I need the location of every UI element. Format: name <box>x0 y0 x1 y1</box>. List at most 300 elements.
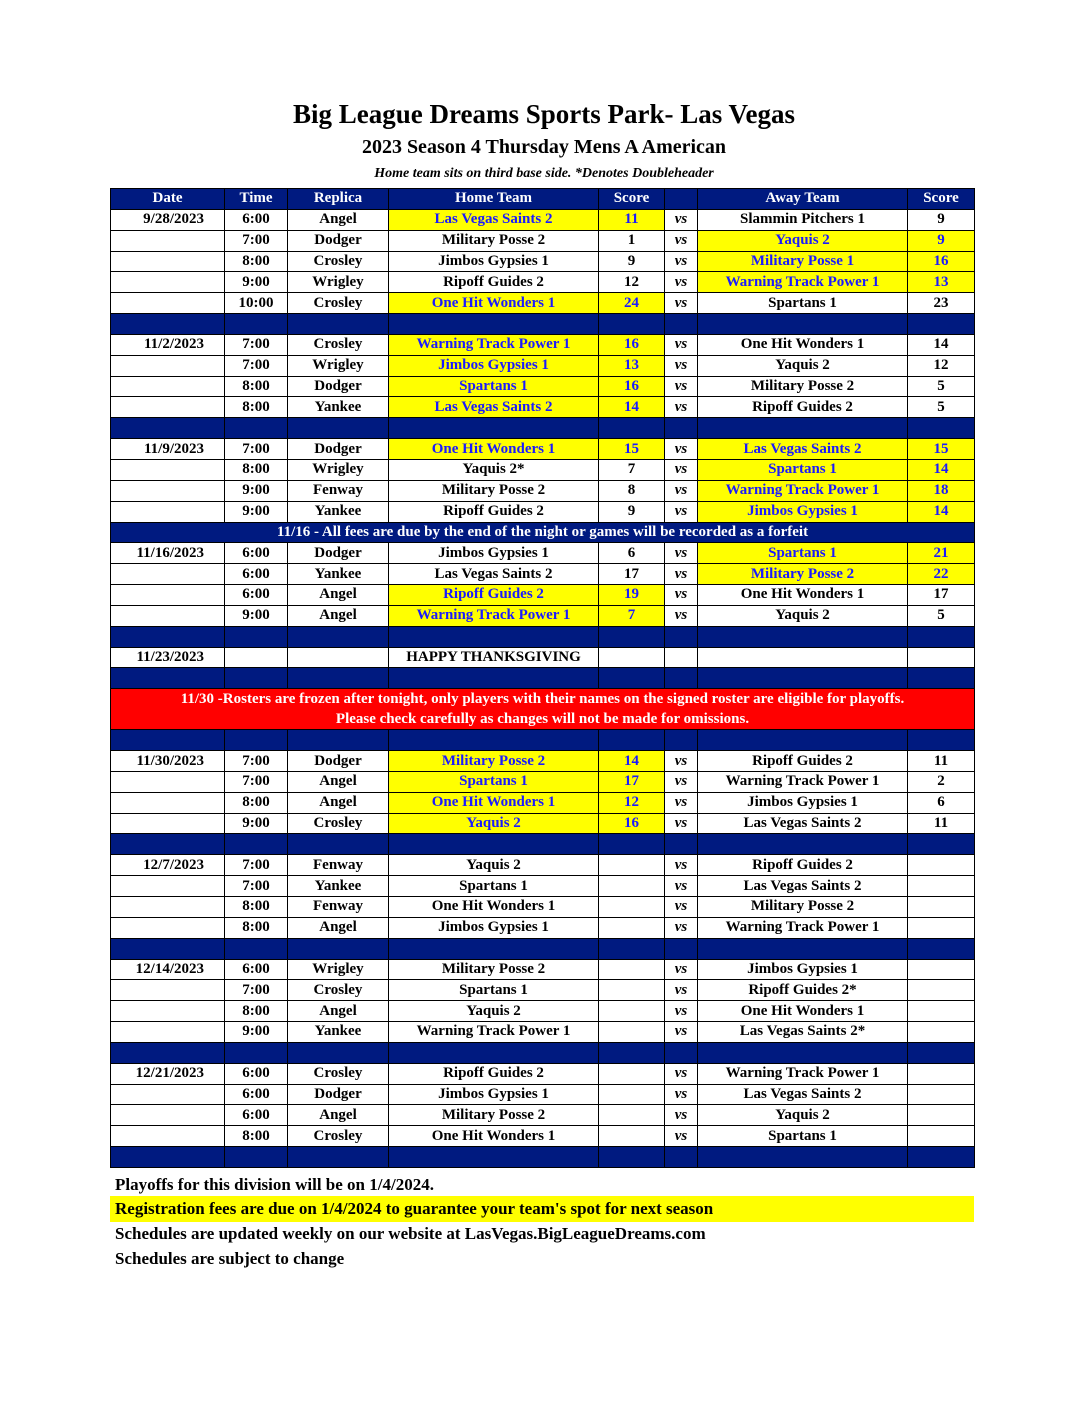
home-team: Yaquis 2 <box>389 1001 599 1022</box>
game-replica: Angel <box>288 585 389 606</box>
game-time: 9:00 <box>225 813 288 834</box>
separator-cell <box>599 1042 665 1063</box>
fees-notice-row <box>111 522 975 543</box>
game-time: 6:00 <box>225 1105 288 1126</box>
game-time: 6:00 <box>225 959 288 980</box>
game-row <box>111 501 975 522</box>
game-replica <box>288 647 389 668</box>
away-team: Ripoff Guides 2 <box>698 397 908 418</box>
separator-cell <box>599 834 665 855</box>
game-time: 8:00 <box>225 897 288 918</box>
website-note: Schedules are updated weekly on our website at LasVegas.BigLeagueDreams.com <box>115 1224 706 1243</box>
home-team: Jimbos Gypsies 1 <box>389 355 599 376</box>
separator-cell <box>288 626 389 647</box>
separator-cell <box>665 668 698 689</box>
away-score: 2 <box>908 771 975 792</box>
game-row <box>111 376 975 397</box>
game-replica: Yankee <box>288 501 389 522</box>
home-team: Ripoff Guides 2 <box>389 585 599 606</box>
away-score: 21 <box>908 543 975 564</box>
vs-label: vs <box>665 355 698 376</box>
game-row <box>111 605 975 626</box>
separator-cell <box>111 626 225 647</box>
game-date <box>111 1126 225 1147</box>
notice-text: 11/16 - All fees are due by the end of the night or games will be recorded as a forfeit <box>111 522 975 543</box>
game-date <box>111 897 225 918</box>
game-time: 7:00 <box>225 230 288 251</box>
game-replica: Dodger <box>288 751 389 772</box>
away-team: Ripoff Guides 2* <box>698 980 908 1001</box>
game-time: 6:00 <box>225 209 288 230</box>
home-team: Yaquis 2 <box>389 813 599 834</box>
home-score: 19 <box>599 585 665 606</box>
vs-label: vs <box>665 876 698 897</box>
vs-label: vs <box>665 397 698 418</box>
home-team: One Hit Wonders 1 <box>389 439 599 460</box>
away-score <box>908 917 975 938</box>
away-score <box>908 1105 975 1126</box>
separator-cell <box>908 626 975 647</box>
separator-cell <box>698 1042 908 1063</box>
home-score: 15 <box>599 439 665 460</box>
game-date: 11/9/2023 <box>111 439 225 460</box>
game-row <box>111 585 975 606</box>
home-score: 14 <box>599 397 665 418</box>
away-team: Spartans 1 <box>698 459 908 480</box>
separator-cell <box>288 314 389 335</box>
away-team: Warning Track Power 1 <box>698 272 908 293</box>
separator-cell <box>698 1147 908 1168</box>
game-time: 6:00 <box>225 564 288 585</box>
separator-cell <box>665 626 698 647</box>
away-team: Las Vegas Saints 2 <box>698 1084 908 1105</box>
game-replica: Crosley <box>288 813 389 834</box>
away-team <box>698 647 908 668</box>
game-date <box>111 564 225 585</box>
game-row <box>111 1084 975 1105</box>
vs-label <box>665 647 698 668</box>
away-team: Yaquis 2 <box>698 605 908 626</box>
game-row <box>111 1022 975 1043</box>
separator-cell <box>111 418 225 439</box>
home-score: 6 <box>599 543 665 564</box>
separator-cell <box>225 1042 288 1063</box>
vs-label: vs <box>665 1105 698 1126</box>
separator-cell <box>111 668 225 689</box>
game-row <box>111 813 975 834</box>
game-replica: Dodger <box>288 543 389 564</box>
game-row <box>111 980 975 1001</box>
game-time <box>225 647 288 668</box>
game-row <box>111 792 975 813</box>
home-team: Jimbos Gypsies 1 <box>389 543 599 564</box>
separator-cell <box>665 938 698 959</box>
vs-label: vs <box>665 771 698 792</box>
vs-label: vs <box>665 1001 698 1022</box>
away-score <box>908 980 975 1001</box>
home-team: Spartans 1 <box>389 771 599 792</box>
home-score: 13 <box>599 355 665 376</box>
away-team: Warning Track Power 1 <box>698 480 908 501</box>
game-row <box>111 209 975 230</box>
game-row <box>111 480 975 501</box>
game-date <box>111 813 225 834</box>
game-replica: Crosley <box>288 251 389 272</box>
separator-cell <box>111 938 225 959</box>
home-score: 17 <box>599 564 665 585</box>
away-team: Military Posse 2 <box>698 376 908 397</box>
away-score: 14 <box>908 459 975 480</box>
game-time: 8:00 <box>225 917 288 938</box>
away-team: Slammin Pitchers 1 <box>698 209 908 230</box>
away-score <box>908 876 975 897</box>
home-team: Jimbos Gypsies 1 <box>389 917 599 938</box>
away-team: Las Vegas Saints 2 <box>698 876 908 897</box>
away-team: Las Vegas Saints 2* <box>698 1022 908 1043</box>
game-date: 12/21/2023 <box>111 1063 225 1084</box>
home-team: Warning Track Power 1 <box>389 1022 599 1043</box>
week-separator <box>111 834 975 855</box>
home-score <box>599 1022 665 1043</box>
separator-cell <box>389 418 599 439</box>
vs-label: vs <box>665 1084 698 1105</box>
game-replica: Angel <box>288 771 389 792</box>
separator-cell <box>908 418 975 439</box>
game-row <box>111 876 975 897</box>
game-row <box>111 897 975 918</box>
separator-cell <box>908 1042 975 1063</box>
game-date: 11/16/2023 <box>111 543 225 564</box>
away-score: 5 <box>908 376 975 397</box>
game-replica: Fenway <box>288 897 389 918</box>
separator-cell <box>665 1147 698 1168</box>
week-separator <box>111 668 975 689</box>
game-time: 8:00 <box>225 1001 288 1022</box>
game-row <box>111 543 975 564</box>
home-score: 12 <box>599 792 665 813</box>
away-score: 9 <box>908 209 975 230</box>
roster-alert-row <box>111 689 975 730</box>
column-header: Score <box>908 189 975 210</box>
game-row <box>111 251 975 272</box>
separator-cell <box>908 668 975 689</box>
away-team: One Hit Wonders 1 <box>698 585 908 606</box>
home-score: 9 <box>599 251 665 272</box>
away-score: 9 <box>908 230 975 251</box>
home-team: Spartans 1 <box>389 980 599 1001</box>
home-score <box>599 647 665 668</box>
game-replica: Crosley <box>288 334 389 355</box>
game-replica: Angel <box>288 209 389 230</box>
game-replica: Angel <box>288 792 389 813</box>
game-replica: Wrigley <box>288 459 389 480</box>
home-team: Jimbos Gypsies 1 <box>389 251 599 272</box>
game-replica: Crosley <box>288 1126 389 1147</box>
home-team: Military Posse 2 <box>389 959 599 980</box>
separator-cell <box>288 668 389 689</box>
home-score: 16 <box>599 334 665 355</box>
game-replica: Dodger <box>288 439 389 460</box>
separator-cell <box>698 938 908 959</box>
game-date <box>111 917 225 938</box>
separator-cell <box>698 668 908 689</box>
separator-cell <box>288 1147 389 1168</box>
game-date: 12/7/2023 <box>111 855 225 876</box>
game-replica: Angel <box>288 1001 389 1022</box>
vs-label: vs <box>665 376 698 397</box>
game-date <box>111 585 225 606</box>
separator-cell <box>908 314 975 335</box>
vs-label: vs <box>665 334 698 355</box>
separator-cell <box>908 730 975 751</box>
separator-cell <box>225 418 288 439</box>
vs-label: vs <box>665 501 698 522</box>
game-replica: Dodger <box>288 230 389 251</box>
week-separator <box>111 730 975 751</box>
away-team: Warning Track Power 1 <box>698 1063 908 1084</box>
home-team: Military Posse 2 <box>389 230 599 251</box>
home-team: Spartans 1 <box>389 376 599 397</box>
home-score: 24 <box>599 293 665 314</box>
game-time: 8:00 <box>225 376 288 397</box>
vs-label: vs <box>665 751 698 772</box>
separator-cell <box>389 834 599 855</box>
game-row <box>111 293 975 314</box>
separator-cell <box>288 938 389 959</box>
away-team: Las Vegas Saints 2 <box>698 813 908 834</box>
game-row <box>111 397 975 418</box>
separator-cell <box>599 314 665 335</box>
game-replica: Wrigley <box>288 959 389 980</box>
away-team: Military Posse 1 <box>698 251 908 272</box>
vs-label: vs <box>665 792 698 813</box>
home-team: One Hit Wonders 1 <box>389 1126 599 1147</box>
away-score: 14 <box>908 334 975 355</box>
vs-label: vs <box>665 585 698 606</box>
separator-cell <box>665 1042 698 1063</box>
game-date <box>111 771 225 792</box>
column-header: Time <box>225 189 288 210</box>
home-team: Las Vegas Saints 2 <box>389 397 599 418</box>
column-header <box>665 189 698 210</box>
vs-label: vs <box>665 480 698 501</box>
home-score: 14 <box>599 751 665 772</box>
roster-alert-line1: 11/30 -Rosters are frozen after tonight, only players with their names on the signed roster are eligible for playoffs. <box>180 691 905 708</box>
game-row <box>111 917 975 938</box>
game-time: 9:00 <box>225 605 288 626</box>
home-score: 1 <box>599 230 665 251</box>
away-score: 5 <box>908 605 975 626</box>
game-time: 7:00 <box>225 980 288 1001</box>
separator-cell <box>111 730 225 751</box>
home-score <box>599 917 665 938</box>
game-row <box>111 1105 975 1126</box>
doubleheader-note: Home team sits on third base side. *Denotes Doubleheader <box>374 166 714 181</box>
separator-cell <box>599 938 665 959</box>
vs-label: vs <box>665 272 698 293</box>
separator-cell <box>225 626 288 647</box>
away-score <box>908 1126 975 1147</box>
game-replica: Yankee <box>288 397 389 418</box>
separator-cell <box>225 668 288 689</box>
separator-cell <box>389 314 599 335</box>
away-team: Military Posse 2 <box>698 897 908 918</box>
game-time: 7:00 <box>225 876 288 897</box>
game-time: 7:00 <box>225 855 288 876</box>
home-score <box>599 980 665 1001</box>
separator-cell <box>389 1147 599 1168</box>
separator-cell <box>225 834 288 855</box>
home-team: Jimbos Gypsies 1 <box>389 1084 599 1105</box>
game-row <box>111 751 975 772</box>
game-date <box>111 876 225 897</box>
vs-label: vs <box>665 439 698 460</box>
home-score: 9 <box>599 501 665 522</box>
game-time: 9:00 <box>225 501 288 522</box>
away-score <box>908 959 975 980</box>
home-team: Yaquis 2 <box>389 855 599 876</box>
away-team: Spartans 1 <box>698 543 908 564</box>
vs-label: vs <box>665 813 698 834</box>
game-replica: Yankee <box>288 1022 389 1043</box>
game-date: 11/30/2023 <box>111 751 225 772</box>
week-separator <box>111 418 975 439</box>
separator-cell <box>288 418 389 439</box>
week-separator <box>111 626 975 647</box>
separator-cell <box>225 938 288 959</box>
game-replica: Crosley <box>288 980 389 1001</box>
vs-label: vs <box>665 209 698 230</box>
game-time: 8:00 <box>225 792 288 813</box>
column-header: Score <box>599 189 665 210</box>
game-row <box>111 1063 975 1084</box>
home-score <box>599 855 665 876</box>
game-replica: Dodger <box>288 376 389 397</box>
home-team: Las Vegas Saints 2 <box>389 564 599 585</box>
home-team: Yaquis 2* <box>389 459 599 480</box>
home-score <box>599 1001 665 1022</box>
game-date: 11/23/2023 <box>111 647 225 668</box>
separator-cell <box>111 834 225 855</box>
separator-cell <box>111 314 225 335</box>
separator-cell <box>908 1147 975 1168</box>
game-replica: Yankee <box>288 876 389 897</box>
vs-label: vs <box>665 605 698 626</box>
separator-cell <box>599 1147 665 1168</box>
roster-alert <box>111 689 975 730</box>
game-replica: Fenway <box>288 855 389 876</box>
week-separator <box>111 1147 975 1168</box>
away-score <box>908 1063 975 1084</box>
game-date <box>111 480 225 501</box>
vs-label: vs <box>665 251 698 272</box>
game-time: 6:00 <box>225 1084 288 1105</box>
home-score: 16 <box>599 813 665 834</box>
game-time: 6:00 <box>225 543 288 564</box>
home-score: 12 <box>599 272 665 293</box>
away-score: 16 <box>908 251 975 272</box>
game-time: 10:00 <box>225 293 288 314</box>
away-score <box>908 1084 975 1105</box>
home-team: Las Vegas Saints 2 <box>389 209 599 230</box>
game-time: 8:00 <box>225 1126 288 1147</box>
home-team: Ripoff Guides 2 <box>389 501 599 522</box>
separator-cell <box>665 730 698 751</box>
away-score: 23 <box>908 293 975 314</box>
away-team: Las Vegas Saints 2 <box>698 439 908 460</box>
game-date: 12/14/2023 <box>111 959 225 980</box>
game-row <box>111 771 975 792</box>
game-row <box>111 230 975 251</box>
game-date <box>111 1105 225 1126</box>
home-team: Military Posse 2 <box>389 1105 599 1126</box>
game-time: 8:00 <box>225 397 288 418</box>
away-team: Spartans 1 <box>698 1126 908 1147</box>
game-row <box>111 459 975 480</box>
away-team: Warning Track Power 1 <box>698 771 908 792</box>
game-time: 7:00 <box>225 355 288 376</box>
holiday-row <box>111 647 975 668</box>
home-team: Ripoff Guides 2 <box>389 272 599 293</box>
game-time: 7:00 <box>225 771 288 792</box>
game-date <box>111 501 225 522</box>
column-header: Replica <box>288 189 389 210</box>
away-team: One Hit Wonders 1 <box>698 1001 908 1022</box>
away-score: 14 <box>908 501 975 522</box>
home-score: 7 <box>599 459 665 480</box>
game-time: 9:00 <box>225 272 288 293</box>
vs-label: vs <box>665 1022 698 1043</box>
game-date <box>111 293 225 314</box>
away-score: 15 <box>908 439 975 460</box>
game-replica: Crosley <box>288 293 389 314</box>
game-date <box>111 459 225 480</box>
home-team: Warning Track Power 1 <box>389 605 599 626</box>
home-score: 17 <box>599 771 665 792</box>
game-replica: Angel <box>288 917 389 938</box>
separator-cell <box>599 418 665 439</box>
game-replica: Angel <box>288 1105 389 1126</box>
game-row <box>111 355 975 376</box>
game-date <box>111 272 225 293</box>
vs-label: vs <box>665 293 698 314</box>
away-team: Ripoff Guides 2 <box>698 751 908 772</box>
page-title: Big League Dreams Sports Park- Las Vegas <box>292 99 796 129</box>
game-row <box>111 439 975 460</box>
column-header: Date <box>111 189 225 210</box>
vs-label: vs <box>665 1126 698 1147</box>
separator-cell <box>599 730 665 751</box>
game-time: 7:00 <box>225 439 288 460</box>
separator-cell <box>698 626 908 647</box>
game-date <box>111 251 225 272</box>
separator-cell <box>665 314 698 335</box>
home-score <box>599 897 665 918</box>
home-team: One Hit Wonders 1 <box>389 293 599 314</box>
away-score: 17 <box>908 585 975 606</box>
home-team: Military Posse 2 <box>389 751 599 772</box>
table-header-row <box>111 189 975 210</box>
game-date <box>111 980 225 1001</box>
separator-cell <box>288 1042 389 1063</box>
game-row <box>111 1126 975 1147</box>
game-time: 6:00 <box>225 1063 288 1084</box>
subject-to-change-note: Schedules are subject to change <box>115 1249 345 1268</box>
away-score: 11 <box>908 813 975 834</box>
registration-note: Registration fees are due on 1/4/2024 to guarantee your team's spot for next season <box>110 1196 974 1222</box>
away-score <box>908 647 975 668</box>
separator-cell <box>111 1147 225 1168</box>
